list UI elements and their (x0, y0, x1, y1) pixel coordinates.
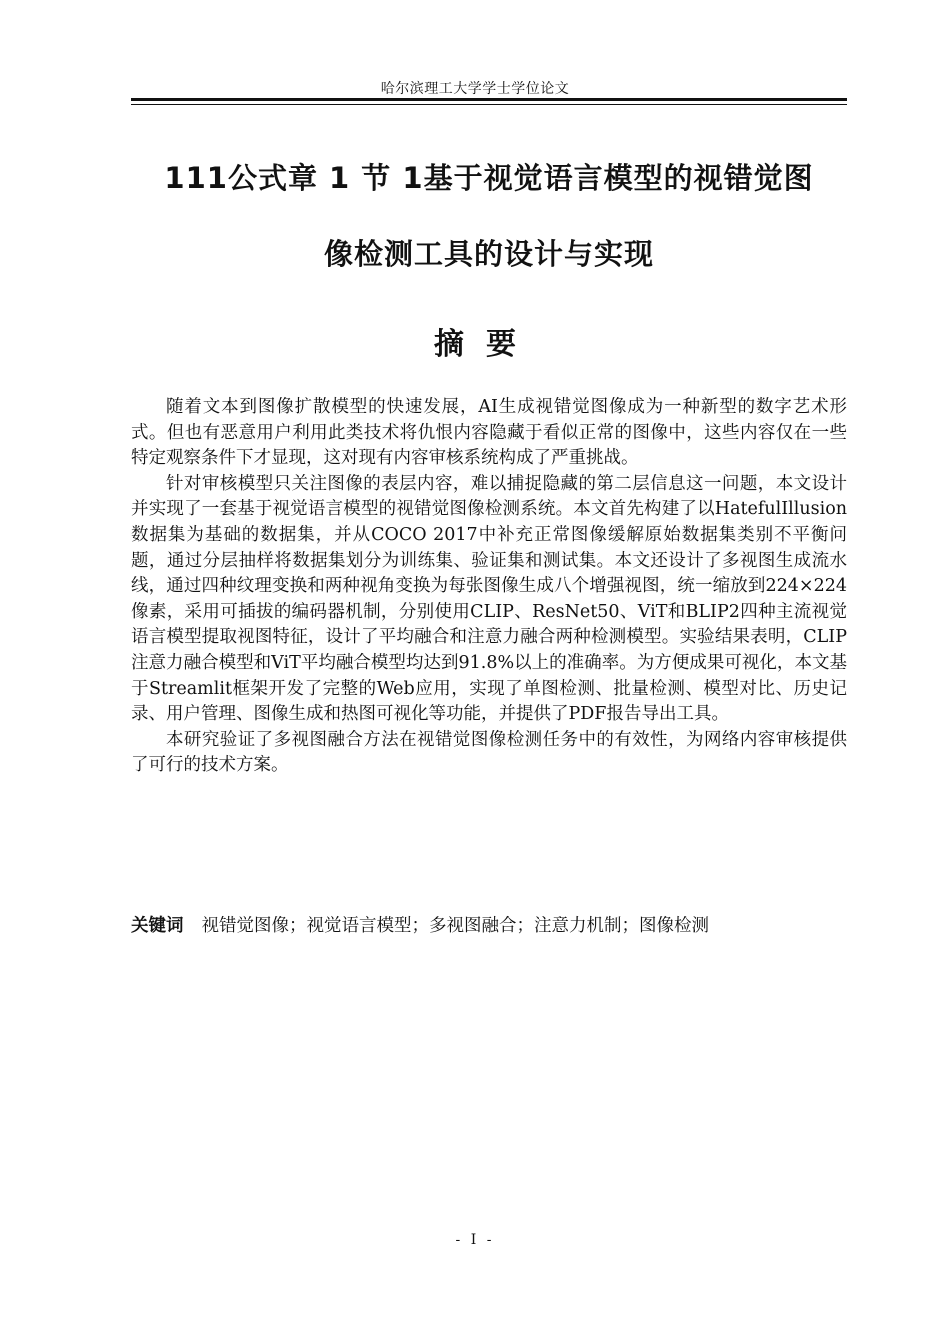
running-header: 哈尔滨理工大学学士学位论文 (380, 81, 570, 97)
keywords-block (131, 914, 847, 940)
header-rule-thick (131, 98, 847, 101)
thesis-title-line-1: 111公式章 1 节 1基于视觉语言模型的视错觉图 (164, 161, 814, 195)
abstract-paragraph-2: 针对审核模型只关注图像的表层内容，难以捕捉隐藏的第二层信息这一问题，本文设计并实现了一套基于视觉语言模型的视错觉图像检测系统。本文首先构建了以HatefulIllusion数据集为基础的数据集，并从COCO 2017中补充正常图像缓解原始数据集类别不平衡问题，通过分层抽样将数据集划分为训练集、验证集和测试集。本文还设计了多视图生成流水线，通过四种纹理变换和两种视角变换为每张图像生成八个增强视图，统一缩放到224×224像素，采用可插拔的编码器机制，分别使用CLIP、ResNet50、ViT和BLIP2四种主流视觉语言模型提取视图特征，设计了平均融合和注意力融合两种检测模型。实验结果表明，CLIP注意力融合模型和ViT平均融合模型均达到91.8%以上的准确率。为方便成果可视化，本文基于Streamlit框架开发了完整的Web应用，实现了单图检测、批量检测、模型对比、历史记录、用户管理、图像生成和热图可视化等功能，并提供了PDF报告导出工具。 (131, 473, 847, 725)
keywords-label: 关键词 (131, 916, 184, 936)
abstract-heading: 摘要 (434, 327, 538, 362)
header-rule-thin (131, 104, 847, 105)
page-number: - I - (455, 1232, 495, 1248)
abstract-paragraph-3: 本研究验证了多视图融合方法在视错觉图像检测任务中的有效性，为网络内容审核提供了可行的技术方案。 (131, 729, 847, 776)
keywords-text: 视错觉图像；视觉语言模型；多视图融合；注意力机制；图像检测 (201, 916, 709, 936)
abstract-body (131, 395, 847, 779)
thesis-title-line-2: 像检测工具的设计与实现 (323, 237, 654, 271)
abstract-paragraph-1: 随着文本到图像扩散模型的快速发展，AI生成视错觉图像成为一种新型的数字艺术形式。但也有恶意用户利用此类技术将仇恨内容隐藏于看似正常的图像中，这些内容仅在一些特定观察条件下才显现，这对现有内容审核系统构成了严重挑战。 (131, 397, 847, 469)
